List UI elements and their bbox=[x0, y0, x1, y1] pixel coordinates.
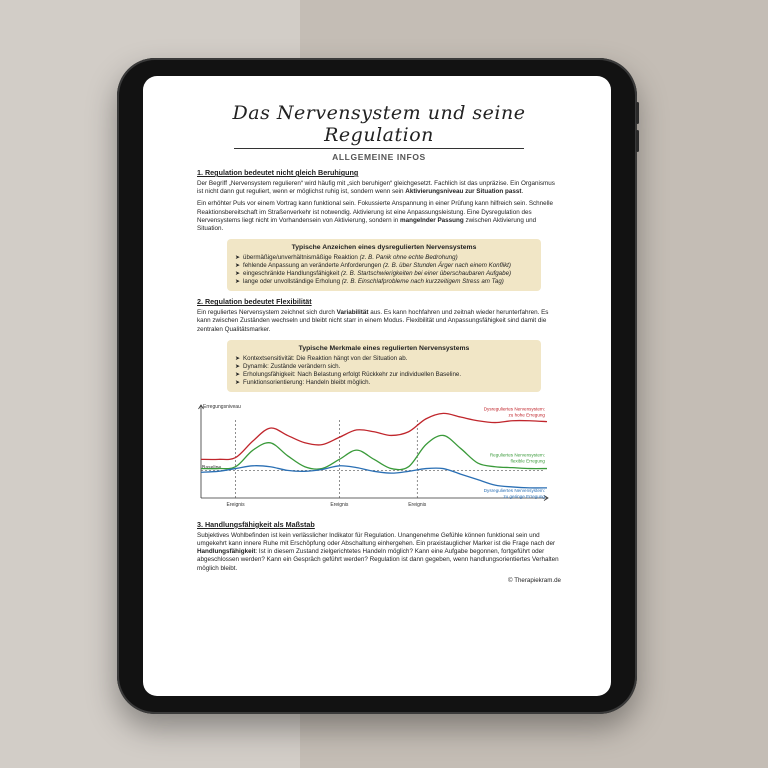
document-subtitle: ALLGEMEINE INFOS bbox=[332, 152, 426, 162]
section-3-heading: 3. Handlungsfähigkeit als Maßstab bbox=[197, 519, 315, 529]
list-item: ➤ Kontextsensitivität: Die Reaktion hängt von der Situation ab. bbox=[235, 354, 408, 362]
arousal-chart bbox=[197, 398, 561, 514]
series-sublabel-1: flexible Erregung bbox=[510, 458, 545, 464]
arrow-icon: ➤ bbox=[235, 270, 241, 278]
section-3-paragraph-1: Subjektives Wohlbefinden ist kein verlässlicher Indikator für Regulation. Unangenehme Gefühle können funktional sein und umgekehrt kann innere Ruhe mit Erschöpfung oder Abschaltung einhergehen. Ein praxistauglicher Marker ist die Frage nach der Handlungsfähigkeit: Ist in diesem Zustand zielgerichtetes Handeln möglich? Kann eine Aufgabe begonnen, fortgeführt oder abgeschlossen werden? Kann ein Gespräch geführt werden? Regulation ist dann gegeben, wenn handlungsorientiertes Verhalten möglich bleibt. bbox=[197, 531, 559, 572]
arousal-chart-svg bbox=[197, 398, 561, 514]
volume-button bbox=[636, 102, 639, 124]
arrow-icon: ➤ bbox=[235, 354, 241, 362]
box-title: Typische Merkmale eines regulierten Nervensystems bbox=[298, 344, 470, 352]
series-label-1: Reguliertes Nervensystem: bbox=[489, 452, 545, 458]
arrow-icon: ➤ bbox=[235, 262, 241, 270]
series-label-0: Dysreguliertes Nervensystem: bbox=[483, 406, 545, 412]
list-item: ➤ lange oder unvollständige Erholung (z. B. Einschlafprobleme nach kurzzeitigem Stress am Tag) bbox=[235, 278, 504, 286]
y-axis-label: Erregungsniveau bbox=[203, 403, 241, 410]
series-sublabel-0: zu hohe Erregung bbox=[508, 412, 545, 418]
arrow-icon: ➤ bbox=[235, 362, 241, 370]
list-item: ➤ fehlende Anpassung an veränderte Anforderungen (z. B. über Stunden Ärger nach einem Konflikt) bbox=[235, 262, 511, 270]
arrow-icon: ➤ bbox=[235, 254, 241, 262]
section-2-paragraph-1: Ein reguliertes Nervensystem zeichnet sich durch Variabilität aus. Es kann hochfahren und zeitnah wieder herunterfahren. Es kann zwischen Zuständen wechseln und bleibt nicht starr in einem Modus. Flexibilität und Anpassungsfähigkeit sind damit die zentralen Qualitätsmarker. bbox=[197, 309, 549, 333]
document-page bbox=[197, 102, 561, 584]
event-label: Ereignis bbox=[408, 501, 427, 508]
event-label: Ereignis bbox=[330, 501, 349, 508]
series-sublabel-2: zu geringe Erregung bbox=[503, 493, 545, 499]
series-label-2: Dysreguliertes Nervensystem: bbox=[483, 487, 545, 493]
title-underline bbox=[234, 148, 524, 149]
document-title: Das Nervensystem und seine Regulation bbox=[232, 102, 526, 146]
volume-button-2 bbox=[636, 130, 639, 152]
copyright-notice: © Therapiekram.de bbox=[508, 576, 561, 584]
signs-list bbox=[235, 254, 533, 286]
event-label: Ereignis bbox=[226, 501, 245, 508]
dysregulation-signs-box bbox=[227, 239, 541, 291]
section-1-paragraph-2: Ein erhöhter Puls vor einem Vortrag kann funktional sein. Fokussierte Anspannung in einer Prüfung kann hilfreich sein. Schnelle Reaktionsbereitschaft im Straßenverkehr ist notwendig. Aktivierung ist eine Anpassungsleistung. Eine Dysregulation des Nervensystems liegt nicht im Vorhandensein von Aktivierung, sondern in mangelnder Passung zwischen Aktivierung und Situation. bbox=[197, 200, 553, 233]
section-1-heading: 1. Regulation bedeutet nicht gleich Beruhigung bbox=[197, 168, 359, 177]
tablet-screen bbox=[143, 76, 611, 696]
list-item: ➤ eingeschränkte Handlungsfähigkeit (z. B. Startschwierigkeiten bei einer überschaubaren Aufgabe) bbox=[235, 270, 512, 278]
box-title: Typische Anzeichen eines dysregulierten Nervensystems bbox=[291, 244, 477, 252]
arrow-icon: ➤ bbox=[235, 278, 241, 286]
arrow-icon: ➤ bbox=[235, 370, 241, 378]
list-item: ➤ übermäßige/unverhältnismäßige Reaktion (z. B. Panik ohne echte Bedrohung) bbox=[235, 254, 458, 262]
section-1-paragraph-1: Der Begriff „Nervensystem regulieren“ wird häufig mit „sich beruhigen“ gleichgesetzt. Fachlich ist das unpräzise. Ein Organismus ist nicht dann gut reguliert, wenn er möglichst ruhig ist, sondern wenn sein Aktivierungsniveau zur Situation passt. bbox=[197, 180, 555, 196]
list-item: ➤ Funktionsorientierung: Handeln bleibt möglich. bbox=[235, 378, 371, 386]
baseline-label: Baseline bbox=[202, 464, 222, 471]
arrow-icon: ➤ bbox=[235, 378, 241, 386]
list-item: ➤ Dynamik: Zustände verändern sich. bbox=[235, 362, 341, 370]
list-item: ➤ Erholungsfähigkeit: Nach Belastung erfolgt Rückkehr zur individuellen Baseline. bbox=[235, 370, 462, 378]
features-list bbox=[235, 355, 533, 387]
series-line-2 bbox=[201, 466, 547, 488]
regulation-features-box bbox=[227, 340, 541, 392]
section-2-heading: 2. Regulation bedeutet Flexibilität bbox=[197, 297, 312, 307]
